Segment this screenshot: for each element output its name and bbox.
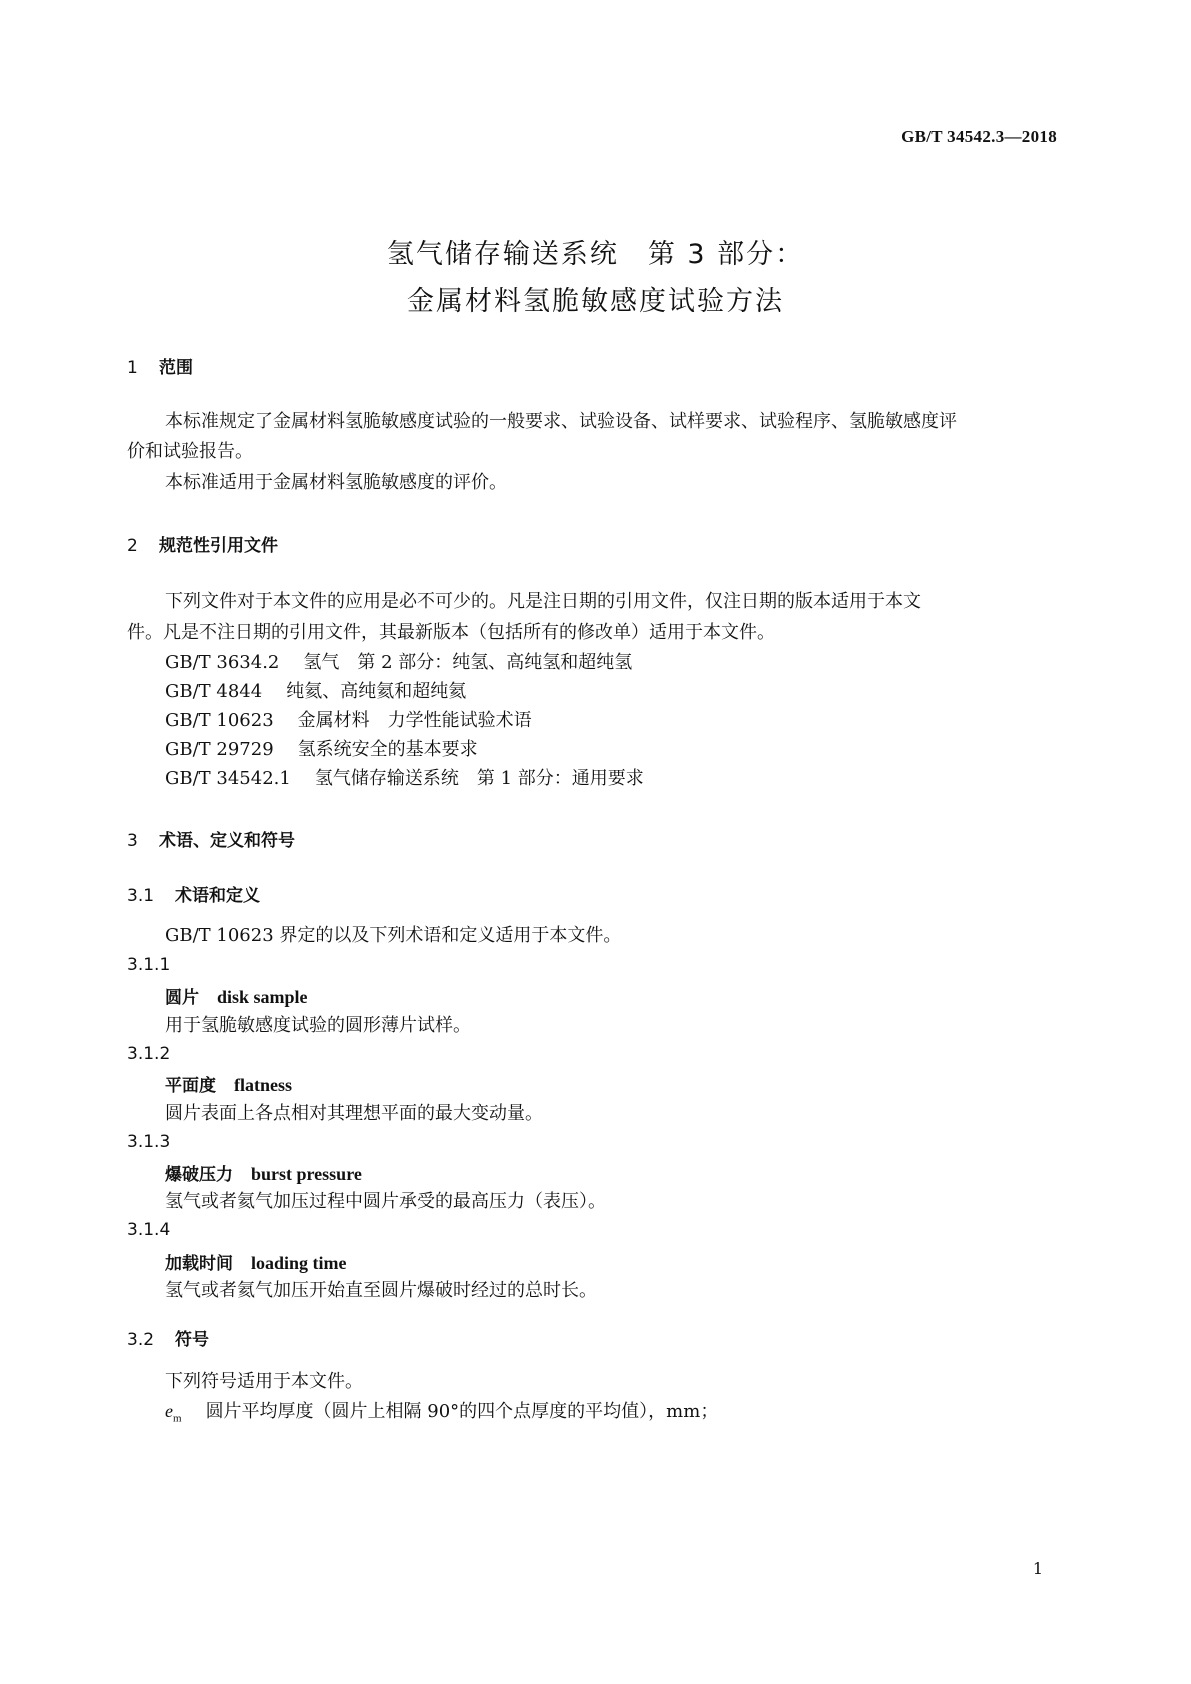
term-chinese: 爆破压力 (165, 1165, 233, 1185)
symbol-definition (165, 1396, 718, 1435)
paragraph: GB/T 10623 界定的以及下列术语和定义适用于本文件。 (165, 925, 622, 946)
page-number: 1 (1032, 1559, 1043, 1578)
reference-item (165, 676, 466, 707)
reference-code: GB/T 29729 (165, 739, 274, 760)
section-title: 范围 (159, 358, 193, 378)
term-definition: 氢气或者氦气加压过程中圆片承受的最高压力（表压）。 (165, 1191, 606, 1212)
term-number: 3.1.1 (127, 955, 171, 975)
section-number: 3 (127, 831, 138, 851)
section-3-heading (127, 826, 295, 851)
document-title-line2: 金属材料氢脆敏感度试验方法 (407, 286, 784, 317)
term-definition: 圆片表面上各点相对其理想平面的最大变动量。 (165, 1103, 543, 1124)
section-title: 规范性引用文件 (159, 536, 278, 556)
reference-item (165, 705, 532, 736)
subsection-title: 符号 (175, 1330, 209, 1350)
subsection-3-2-heading (127, 1325, 209, 1350)
standard-code: GB/T 34542.3—2018 (901, 127, 1057, 146)
paragraph: 本标准适用于金属材料氢脆敏感度的评价。 (165, 472, 507, 493)
reference-title: 纯氦、高纯氦和超纯氦 (286, 681, 467, 702)
term-english: disk sample (217, 987, 308, 1007)
term-english: flatness (234, 1075, 292, 1095)
term-number: 3.1.3 (127, 1132, 171, 1152)
section-1-heading (127, 353, 193, 378)
term-definition: 氢气或者氦气加压开始直至圆片爆破时经过的总时长。 (165, 1280, 597, 1301)
term-number: 3.1.4 (127, 1220, 171, 1240)
reference-item (165, 763, 644, 794)
paragraph: 本标准规定了金属材料氢脆敏感度试验的一般要求、试验设备、试样要求、试验程序、氢脆敏感度评 (165, 411, 957, 432)
term-heading (165, 983, 308, 1008)
paragraph: 下列文件对于本文件的应用是必不可少的。凡是注日期的引用文件，仅注日期的版本适用于本文 (165, 591, 921, 612)
paragraph: 件。凡是不注日期的引用文件，其最新版本（包括所有的修改单）适用于本文件。 (127, 622, 775, 643)
reference-title: 氢系统安全的基本要求 (297, 739, 478, 760)
term-definition: 用于氢脆敏感度试验的圆形薄片试样。 (165, 1015, 471, 1036)
reference-title: 氢气 第 2 部分：纯氢、高纯氢和超纯氢 (303, 652, 633, 673)
reference-code: GB/T 4844 (165, 681, 263, 702)
subsection-number: 3.2 (127, 1330, 155, 1350)
symbol-description: 圆片平均厚度（圆片上相隔 90°的四个点厚度的平均值），mm； (205, 1401, 719, 1422)
reference-code: GB/T 10623 (165, 710, 274, 731)
symbol: $e_m$ (165, 1401, 182, 1425)
subsection-number: 3.1 (127, 886, 155, 906)
reference-item (165, 734, 478, 765)
reference-title: 氢气储存输送系统 第 1 部分：通用要求 (314, 768, 644, 789)
term-english: burst pressure (251, 1164, 362, 1184)
subsection-3-1-heading (127, 881, 260, 906)
reference-code: GB/T 34542.1 (165, 768, 291, 789)
term-chinese: 平面度 (165, 1076, 216, 1096)
subsection-title: 术语和定义 (175, 886, 260, 906)
reference-code: GB/T 3634.2 (165, 652, 280, 673)
paragraph: 价和试验报告。 (127, 441, 253, 462)
section-title: 术语、定义和符号 (159, 831, 295, 851)
term-english: loading time (251, 1253, 347, 1273)
term-chinese: 加载时间 (165, 1254, 233, 1274)
reference-item (165, 647, 632, 678)
section-number: 2 (127, 536, 138, 556)
term-heading (165, 1071, 292, 1096)
reference-title: 金属材料 力学性能试验术语 (297, 710, 532, 731)
term-number: 3.1.2 (127, 1044, 171, 1064)
section-2-heading (127, 531, 278, 556)
term-chinese: 圆片 (165, 988, 199, 1008)
paragraph: 下列符号适用于本文件。 (165, 1371, 363, 1392)
document-title-line1: 氢气储存输送系统 第 3 部分： (386, 239, 805, 270)
section-number: 1 (127, 358, 138, 378)
term-heading (165, 1249, 347, 1274)
term-heading (165, 1160, 362, 1185)
